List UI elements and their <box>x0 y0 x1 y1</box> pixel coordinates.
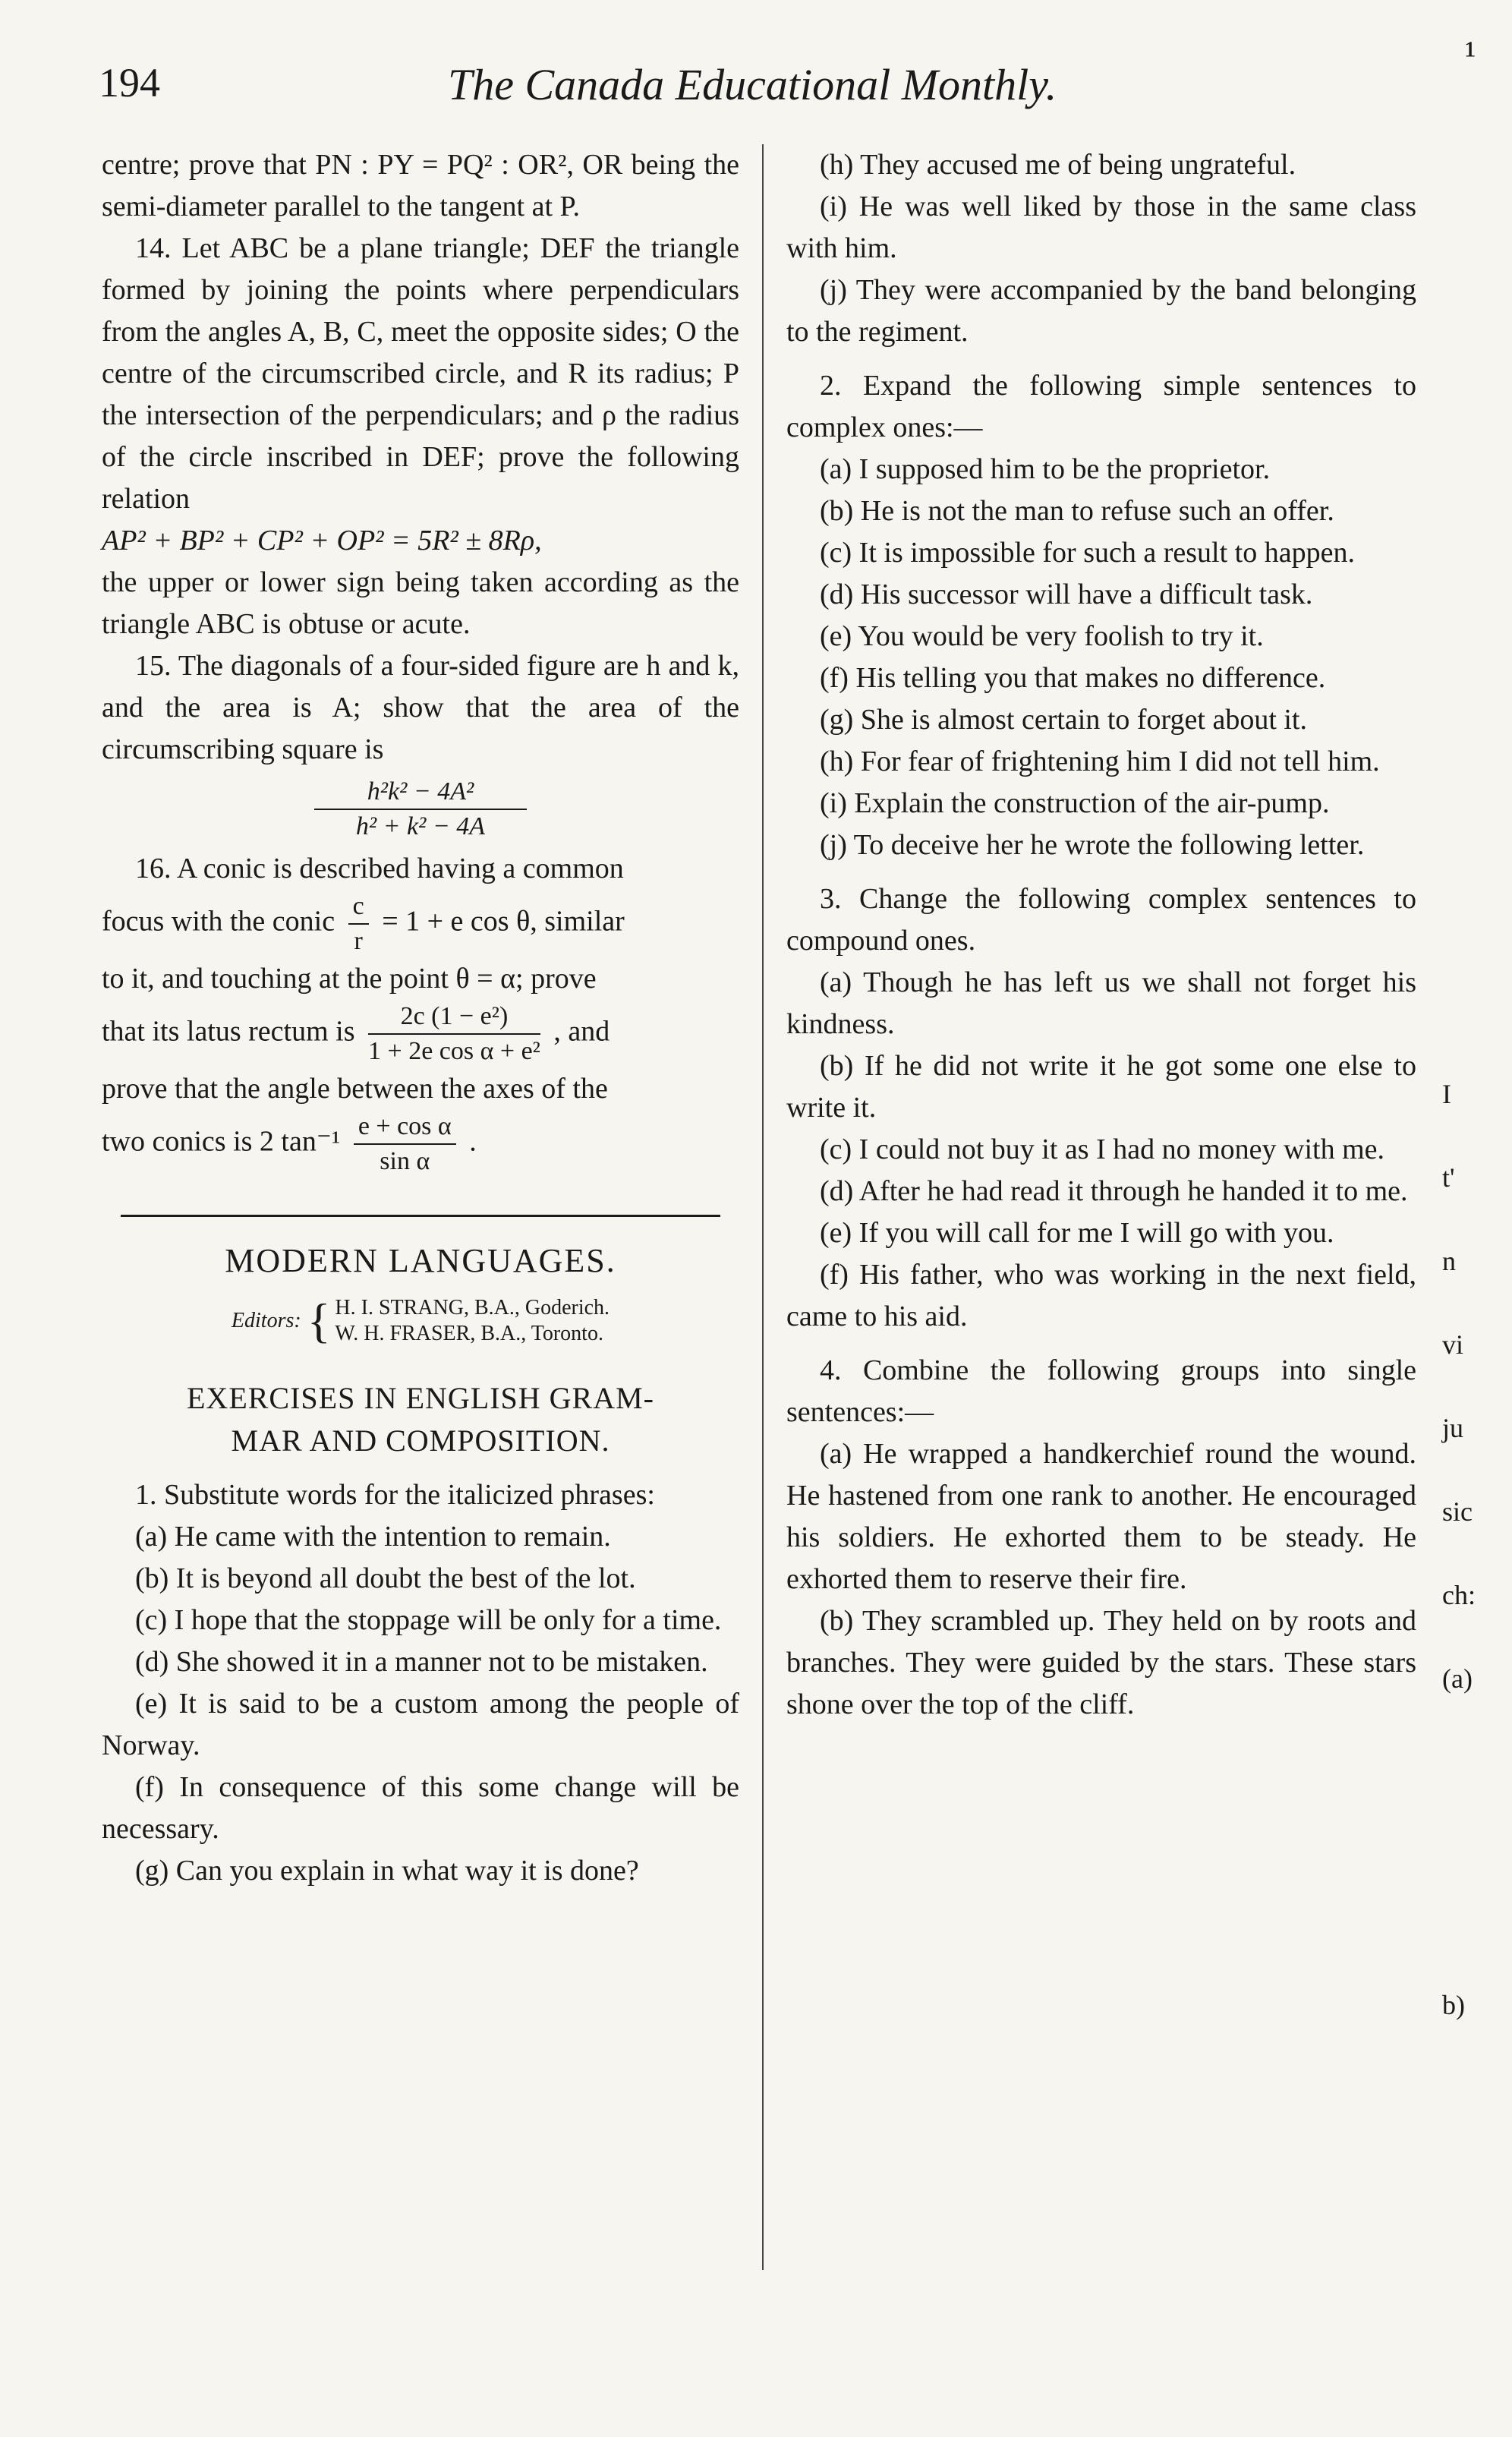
text-segment: two conics is 2 tan⁻¹ <box>102 1125 341 1158</box>
edge-fragment: I <box>1442 1079 1451 1109</box>
exercise-4b: (b) They scrambled up. They held on by roots and branches. They were guided by the stars. These stars shone over the top of the cliff. <box>786 1605 1416 1720</box>
column-divider <box>762 144 764 2270</box>
fraction-denominator: sin α <box>380 1147 430 1175</box>
problem-16-line-1: 16. A conic is described having a common <box>135 853 624 884</box>
exercise-2h: (h) For fear of frightening him I did not tell him. <box>820 746 1380 777</box>
exercise-1j: (j) They were accompanied by the band belonging to the regiment. <box>786 274 1416 348</box>
brace-glyph: { <box>307 1294 331 1348</box>
text-segment: = 1 + e cos θ, similar <box>382 905 625 938</box>
edge-fragment: n <box>1442 1246 1456 1276</box>
exercise-2d: (d) His successor will have a difficult task. <box>820 579 1313 610</box>
problem-15-fraction <box>314 775 527 843</box>
page-header <box>99 34 1476 120</box>
exercise-1c: (c) I hope that the stoppage will be only for a time. <box>135 1604 722 1636</box>
angle-fraction <box>354 1110 456 1178</box>
exercise-1d: (d) She showed it in a manner not to be mistaken. <box>135 1646 708 1678</box>
edge-fragment: ch: <box>1442 1580 1476 1610</box>
edge-fragment: t' <box>1442 1162 1455 1193</box>
exercise-1a: (a) He came with the intention to remain. <box>135 1521 611 1553</box>
journal-title: The Canada Educational Monthly. <box>448 60 1057 109</box>
latus-rectum-fraction <box>368 1000 540 1068</box>
exercise-1g: (g) Can you explain in what way it is done? <box>135 1855 639 1887</box>
edge-fragment: (a) <box>1442 1663 1473 1694</box>
sub-title <box>102 1377 739 1462</box>
fraction-denominator: r <box>354 927 363 955</box>
editor-2: W. H. FRASER, B.A., Toronto. <box>335 1322 603 1345</box>
exercise-4a: (a) He wrapped a handkerchief round the wound. He hastened from one rank to another. He encouraged his soldiers. He exhorted them to be steady. He exhorted them to reserve their fire. <box>786 1438 1416 1595</box>
problem-15: 15. The diagonals of a four-sided figure are h and k, and the area is A; show that the area of the circumscribing square is <box>102 650 739 765</box>
problem-16-line-2 <box>102 890 739 958</box>
exercise-2j: (j) To deceive her he wrote the following letter. <box>820 829 1365 861</box>
fraction-numerator: e + cos α <box>354 1110 456 1145</box>
exercise-2b: (b) He is not the man to refuse such an offer. <box>820 495 1334 527</box>
right-column <box>786 144 1416 1726</box>
left-column <box>102 144 739 1892</box>
problem-16-line-6 <box>102 1110 739 1178</box>
edge-fragment: ju <box>1442 1413 1464 1443</box>
fraction-numerator: c <box>348 890 369 925</box>
exercise-2: 2. Expand the following simple sentences to complex ones:— <box>786 370 1416 443</box>
problem-16-line-4 <box>102 1000 739 1068</box>
problem-16-line-5: prove that the angle between the axes of the <box>102 1073 608 1105</box>
sub-title-line-2: MAR AND COMPOSITION. <box>231 1423 610 1458</box>
exercise-3f: (f) His father, who was working in the next field, came to his aid. <box>786 1259 1416 1332</box>
conic-fraction <box>348 890 369 958</box>
fraction-numerator: 2c (1 − e²) <box>368 1000 540 1035</box>
fraction-denominator: h² + k² − 4A <box>355 812 486 840</box>
exercise-2a: (a) I supposed him to be the proprietor. <box>820 453 1271 485</box>
exercise-1h: (h) They accused me of being ungrateful. <box>820 149 1296 181</box>
sub-title-line-1: EXERCISES IN ENGLISH GRAM- <box>187 1381 654 1415</box>
problem-16-line-3: to it, and touching at the point θ = α; prove <box>102 963 597 995</box>
edge-fragment: sic <box>1442 1496 1473 1527</box>
problem-14-formula: AP² + BP² + CP² + OP² = 5R² ± 8Rρ, <box>102 525 542 556</box>
text-segment: , and <box>553 1015 610 1048</box>
text-segment: . <box>469 1125 477 1158</box>
editors-list <box>335 1295 610 1347</box>
exercise-3d: (d) After he had read it through he handed it to me. <box>820 1175 1408 1207</box>
text-segment: that its latus rectum is <box>102 1015 355 1048</box>
exercise-2c: (c) It is impossible for such a result to happen. <box>820 537 1355 569</box>
editors-label: Editors: <box>231 1309 301 1332</box>
exercise-3c: (c) I could not buy it as I had no money with me. <box>820 1133 1385 1165</box>
exercise-1e: (e) It is said to be a custom among the people of Norway. <box>102 1688 739 1761</box>
exercise-4: 4. Combine the following groups into single sentences:— <box>786 1354 1416 1428</box>
exercise-2e: (e) You would be very foolish to try it. <box>820 620 1264 652</box>
exercise-2g: (g) She is almost certain to forget about it. <box>820 704 1307 736</box>
editors-block <box>102 1295 739 1347</box>
exercise-3b: (b) If he did not write it he got some one else to write it. <box>786 1050 1416 1124</box>
problem-14: 14. Let ABC be a plane triangle; DEF the triangle formed by joining the points where perpendiculars from the angles A, B, C, meet the opposite sides; O the centre of the circumscribed circle, and R its radius; P the intersection of the perpendiculars; and ρ the radius of the circle inscribed in DEF; prove the following relation <box>102 232 739 515</box>
section-rule <box>121 1215 720 1217</box>
exercise-3e: (e) If you will call for me I will go with you. <box>820 1217 1334 1249</box>
section-title: MODERN LANGUAGES. <box>225 1242 616 1279</box>
problem-14-tail: the upper or lower sign being taken according as the triangle ABC is obtuse or acute. <box>102 566 739 640</box>
page-number: 194 <box>99 60 160 106</box>
problem-13-end: centre; prove that PN : PY = PQ² : OR², OR being the semi-diameter parallel to the tangent at P. <box>102 149 739 222</box>
exercise-1b: (b) It is beyond all doubt the best of the lot. <box>135 1562 636 1594</box>
fraction-denominator: 1 + 2e cos α + e² <box>368 1037 540 1065</box>
text-segment: focus with the conic <box>102 905 335 938</box>
editor-1: H. I. STRANG, B.A., Goderich. <box>335 1296 610 1319</box>
edge-fragment: vi <box>1442 1329 1464 1360</box>
exercise-2f: (f) His telling you that makes no difference. <box>820 662 1326 694</box>
exercise-1: 1. Substitute words for the italicized phrases: <box>135 1479 655 1511</box>
exercise-1i: (i) He was well liked by those in the same class with him. <box>786 191 1416 264</box>
corner-mark: ¹ <box>1465 34 1476 74</box>
edge-fragment: b) <box>1442 1990 1465 2020</box>
exercise-2i: (i) Explain the construction of the air-pump. <box>820 787 1330 819</box>
exercise-1f: (f) In consequence of this some change will be necessary. <box>102 1771 739 1845</box>
exercise-3: 3. Change the following complex sentences to compound ones. <box>786 883 1416 957</box>
exercise-3a: (a) Though he has left us we shall not forget his kindness. <box>786 966 1416 1040</box>
fraction-numerator: h²k² − 4A² <box>314 775 527 810</box>
